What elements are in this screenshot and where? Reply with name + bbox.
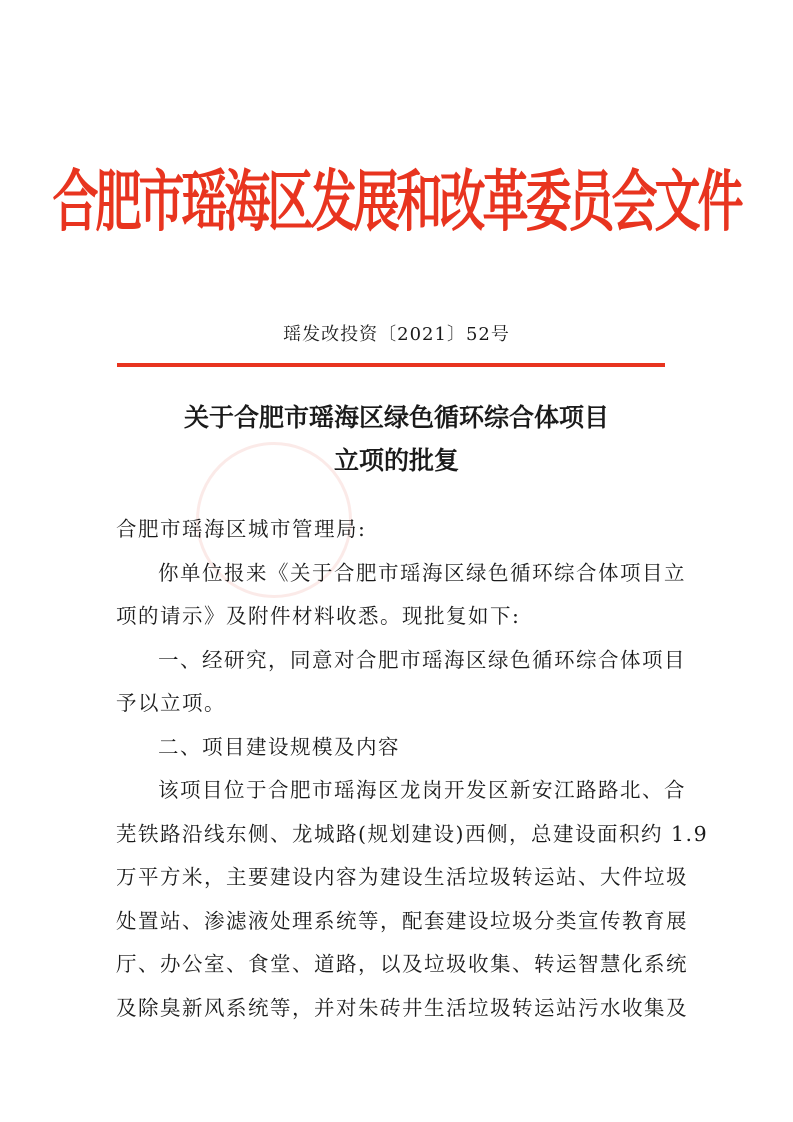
section-heading: 二、项目建设规模及内容 [158,735,400,759]
body-line: 一、经研究，同意对合肥市瑶海区绿色循环综合体项目 [158,648,686,672]
document-number: 瑶发改投资〔2021〕52号 [283,324,510,345]
addressee: 合肥市瑶海区城市管理局: [116,517,367,541]
subject-title-line-2: 立项的批复 [333,446,459,475]
red-divider-line [117,363,665,367]
body-line: 处置站、渗滤液处理系统等，配套建设垃圾分类宣传教育展 [116,909,688,933]
body-line: 予以立项。 [116,691,226,715]
body-line: 项的请示》及附件材料收悉。现批复如下: [116,604,521,628]
body-line: 厅、办公室、食堂、道路，以及垃圾收集、转运智慧化系统 [116,952,688,976]
body-line: 该项目位于合肥市瑶海区龙岗开发区新安江路路北、合 [158,778,686,802]
subject-title-line-1: 关于合肥市瑶海区绿色循环综合体项目 [183,403,609,432]
body-line: 芜铁路沿线东侧、龙城路(规划建设)西侧，总建设面积约 1.9 [116,822,709,846]
body-line: 万平方米，主要建设内容为建设生活垃圾转运站、大件垃圾 [116,865,688,889]
body-line: 及除臭新风系统等，并对朱砖井生活垃圾转运站污水收集及 [116,996,688,1020]
body-line: 你单位报来《关于合肥市瑶海区绿色循环综合体项目立 [158,561,686,585]
issuing-authority-title: 合肥市瑶海区发展和改革委员会文件 [52,162,741,241]
